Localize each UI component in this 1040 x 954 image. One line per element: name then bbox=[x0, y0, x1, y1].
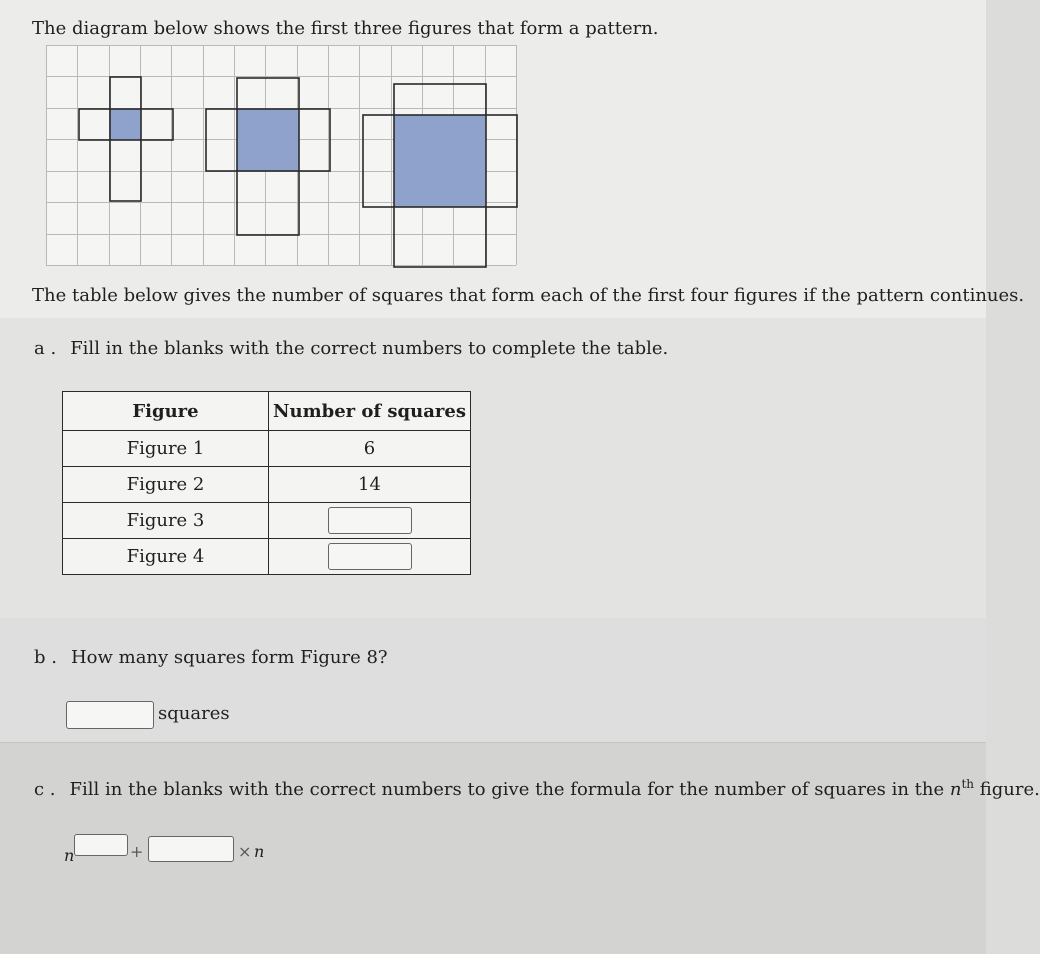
figure-1-shaded-square bbox=[110, 109, 141, 140]
squares-cell: 14 bbox=[269, 467, 471, 503]
table-intro-text: The table below gives the number of squares that form each of the first four figures if the pattern continues. bbox=[32, 285, 1025, 306]
exponent-input[interactable] bbox=[74, 834, 128, 856]
part-b-unit: squares bbox=[158, 703, 230, 724]
figure-8-answer-input[interactable] bbox=[66, 701, 154, 729]
part-a-question bbox=[34, 338, 668, 359]
part-a-text: Fill in the blanks with the correct numbers to complete the table. bbox=[70, 338, 669, 359]
squares-cell: 6 bbox=[269, 431, 471, 467]
squares-cell bbox=[269, 539, 471, 575]
plus-sign: + bbox=[130, 842, 144, 861]
part-c-question bbox=[34, 777, 1040, 800]
formula-tail-var: n bbox=[254, 842, 265, 861]
figure-cell: Figure 3 bbox=[63, 503, 269, 539]
figure-cell: Figure 2 bbox=[63, 467, 269, 503]
table-row bbox=[63, 539, 471, 575]
intro-text: The diagram below shows the first three figures that form a pattern. bbox=[32, 18, 659, 39]
header-number-of-squares: Number of squares bbox=[269, 392, 471, 431]
figure-cell: Figure 4 bbox=[63, 539, 269, 575]
part-c-text-end: figure. bbox=[979, 779, 1040, 800]
part-c-text: Fill in the blanks with the correct numbers to give the formula for the number of squares in the bbox=[69, 779, 945, 800]
table-row bbox=[63, 503, 471, 539]
part-c-letter: c . bbox=[34, 779, 56, 800]
part-b-text: How many squares form Figure 8? bbox=[70, 647, 388, 668]
squares-cell bbox=[269, 503, 471, 539]
squares-table bbox=[62, 391, 471, 575]
table-header-row bbox=[63, 392, 471, 431]
part-b-question bbox=[34, 647, 388, 668]
divider bbox=[0, 742, 986, 743]
figure-2-shaded-square bbox=[237, 109, 299, 171]
formula-base-var: n bbox=[64, 846, 75, 865]
times-sign: × bbox=[238, 842, 252, 861]
figure-3-answer-input[interactable] bbox=[328, 507, 412, 534]
pattern-diagram bbox=[46, 45, 518, 269]
n-variable: n bbox=[949, 779, 962, 800]
part-b-letter: b . bbox=[34, 647, 57, 668]
coefficient-input[interactable] bbox=[148, 836, 234, 862]
figure-3-shaded-square bbox=[394, 115, 486, 207]
figure-cell: Figure 1 bbox=[63, 431, 269, 467]
table-row bbox=[63, 431, 471, 467]
part-a-letter: a . bbox=[34, 338, 57, 359]
table-row bbox=[63, 467, 471, 503]
header-figure: Figure bbox=[63, 392, 269, 431]
figure-4-answer-input[interactable] bbox=[328, 543, 412, 570]
ordinal-suffix: th bbox=[961, 777, 975, 791]
